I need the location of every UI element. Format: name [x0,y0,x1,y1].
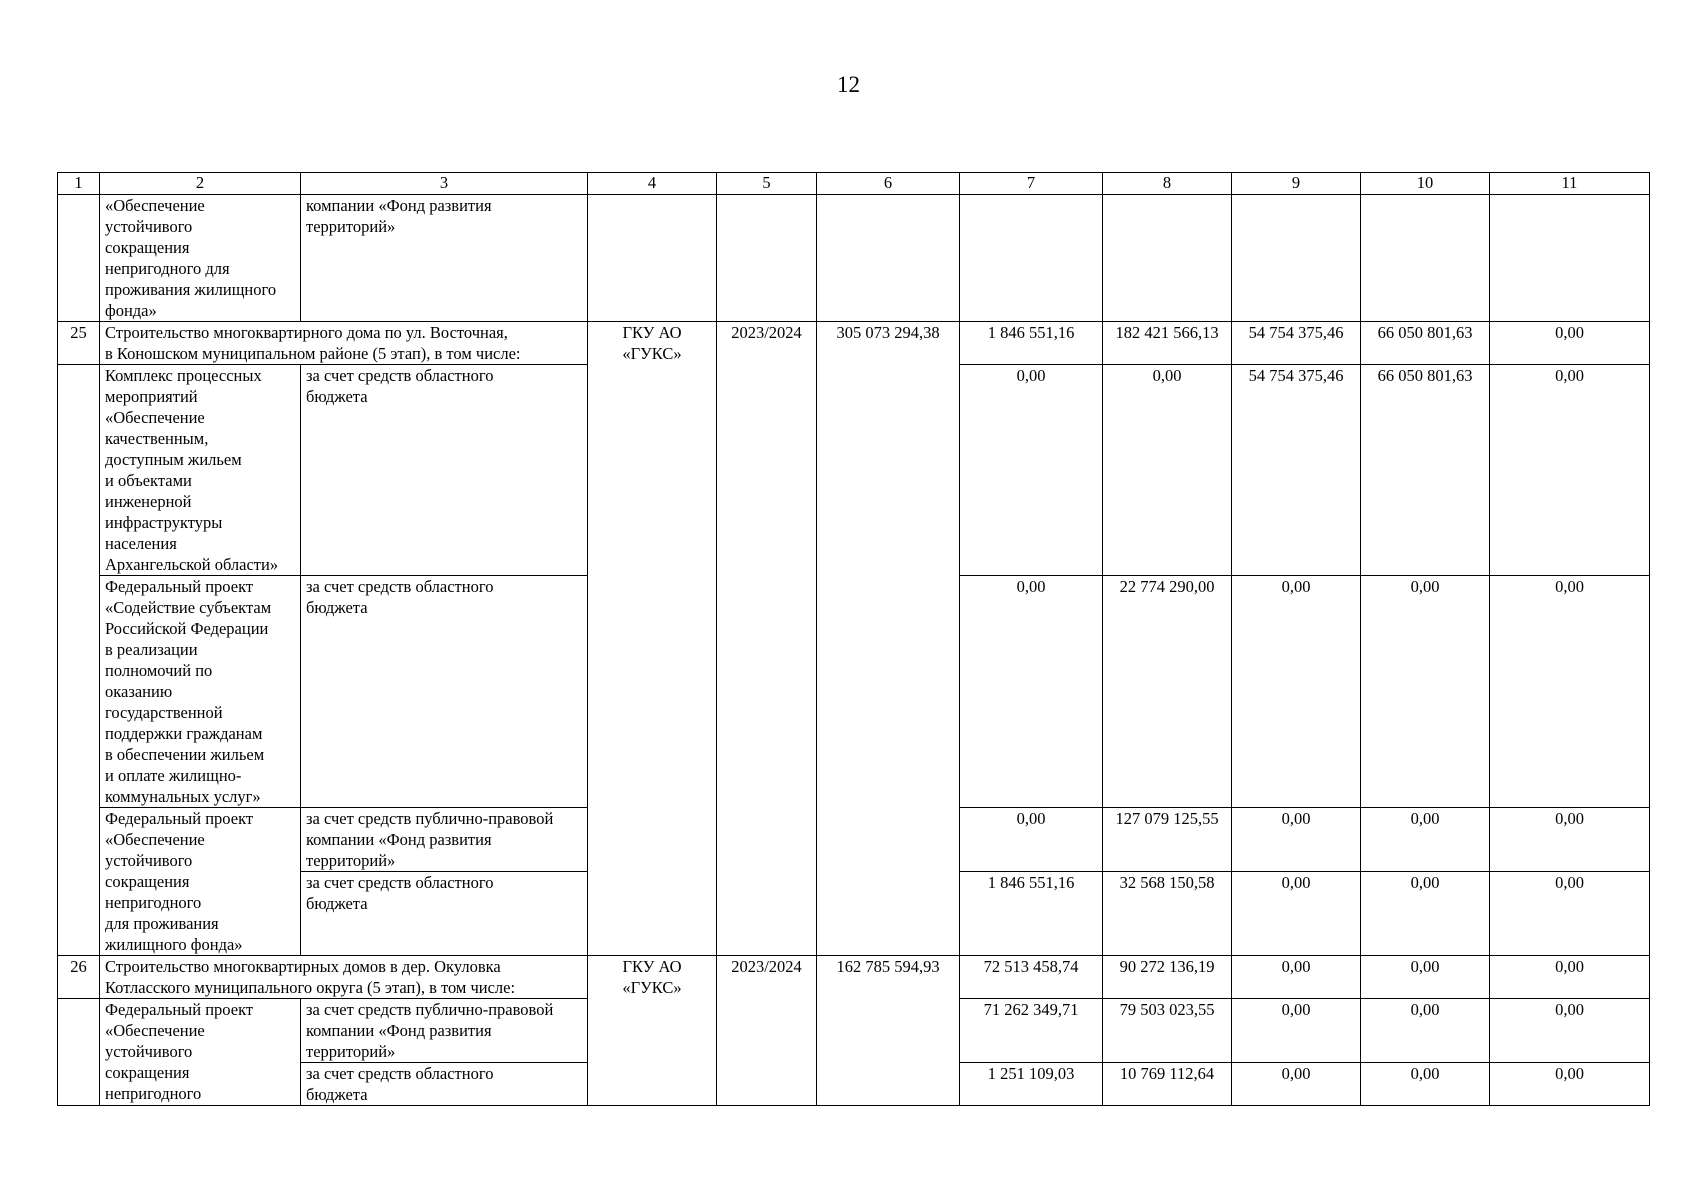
amount-cell: 182 421 566,13 [1103,322,1232,365]
amount-cell: 79 503 023,55 [1103,999,1232,1063]
amount-cell: 0,00 [1232,956,1361,999]
amount-cell: 0,00 [1232,872,1361,956]
col-header: 10 [1361,173,1490,195]
amount-cell: 0,00 [1232,999,1361,1063]
amount-cell: 127 079 125,55 [1103,808,1232,872]
period-cell: 2023/2024 [717,322,817,956]
table-row [58,195,1650,322]
col-header: 8 [1103,173,1232,195]
project-name-cell: «Обеспечение устойчивого сокращения непригодного для проживания жилищного фонда» [100,195,301,322]
period-cell: 2023/2024 [717,956,817,1106]
amount-cell: 54 754 375,46 [1232,322,1361,365]
row-number-cell: 26 [58,956,100,999]
amount-cell: 0,00 [1490,322,1650,365]
amount-cell: 0,00 [1361,872,1490,956]
table-cell [1361,195,1490,322]
amount-cell: 1 846 551,16 [960,322,1103,365]
program-table [57,172,1650,1106]
amount-cell: 0,00 [1361,808,1490,872]
table-cell [1490,195,1650,322]
funding-source-cell: за счет средств областного бюджета [301,1063,588,1106]
amount-cell: 66 050 801,63 [1361,322,1490,365]
col-header: 11 [1490,173,1650,195]
row-number-cell: 25 [58,322,100,365]
amount-cell: 0,00 [960,808,1103,872]
amount-cell: 54 754 375,46 [1232,365,1361,576]
table-cell [960,195,1103,322]
funding-source-cell: за счет средств публично-правовой компании «Фонд развития территорий» [301,999,588,1063]
customer-cell: ГКУ АО «ГУКС» [588,956,717,1106]
amount-cell: 0,00 [1490,999,1650,1063]
col-header: 9 [1232,173,1361,195]
col-header: 7 [960,173,1103,195]
amount-cell: 0,00 [960,365,1103,576]
amount-cell: 0,00 [1490,365,1650,576]
amount-cell: 0,00 [1361,956,1490,999]
amount-cell: 0,00 [1361,999,1490,1063]
table-row [58,956,1650,999]
amount-cell: 22 774 290,00 [1103,576,1232,808]
col-header: 4 [588,173,717,195]
col-header: 6 [817,173,960,195]
amount-cell: 66 050 801,63 [1361,365,1490,576]
table-cell [58,999,100,1106]
table-row [58,322,1650,365]
amount-cell: 0,00 [1490,1063,1650,1106]
project-name-cell: Комплекс процессных мероприятий «Обеспечение качественным, доступным жильем и объектами инженерной инфраструктуры населения Архангельской области» [100,365,301,576]
amount-cell: 1 251 109,03 [960,1063,1103,1106]
amount-cell: 0,00 [1232,808,1361,872]
amount-cell: 0,00 [960,576,1103,808]
amount-cell: 0,00 [1103,365,1232,576]
table-cell [1103,195,1232,322]
funding-source-cell: за счет средств областного бюджета [301,872,588,956]
page-number: 12 [837,72,860,97]
table-cell [717,195,817,322]
funding-source-cell: за счет средств публично-правовой компании «Фонд развития территорий» [301,808,588,872]
object-title-cell: Строительство многоквартирных домов в дер. Окуловка Котласского муниципального округа (5 этап), в том числе: [100,956,588,999]
funding-source-cell: за счет средств областного бюджета [301,576,588,808]
cost-cell: 305 073 294,38 [817,322,960,956]
amount-cell: 90 272 136,19 [1103,956,1232,999]
project-name-cell: Федеральный проект «Содействие субъектам Российской Федерации в реализации полномочий по оказанию государственной поддержки гражданам в обеспечении жильем и оплате жилищно- коммунальных услуг» [100,576,301,808]
table-cell [58,365,100,956]
amount-cell: 0,00 [1490,808,1650,872]
customer-cell: ГКУ АО «ГУКС» [588,322,717,956]
amount-cell: 1 846 551,16 [960,872,1103,956]
amount-cell: 10 769 112,64 [1103,1063,1232,1106]
column-number-row [58,173,1650,195]
amount-cell: 0,00 [1361,576,1490,808]
amount-cell: 0,00 [1490,956,1650,999]
table-cell [1232,195,1361,322]
col-header: 5 [717,173,817,195]
table-cell [588,195,717,322]
funding-source-cell: за счет средств областного бюджета [301,365,588,576]
amount-cell: 72 513 458,74 [960,956,1103,999]
amount-cell: 32 568 150,58 [1103,872,1232,956]
amount-cell: 0,00 [1232,576,1361,808]
cost-cell: 162 785 594,93 [817,956,960,1106]
amount-cell: 71 262 349,71 [960,999,1103,1063]
amount-cell: 0,00 [1490,872,1650,956]
table-cell [58,195,100,322]
amount-cell: 0,00 [1232,1063,1361,1106]
col-header: 1 [58,173,100,195]
project-name-cell: Федеральный проект «Обеспечение устойчивого сокращения непригодного для проживания жилищного фонда» [100,808,301,956]
col-header: 2 [100,173,301,195]
table-cell [817,195,960,322]
amount-cell: 0,00 [1361,1063,1490,1106]
amount-cell: 0,00 [1490,576,1650,808]
object-title-cell: Строительство многоквартирного дома по ул. Восточная, в Коношском муниципальном районе (5 этап), в том числе: [100,322,588,365]
project-name-cell: Федеральный проект «Обеспечение устойчивого сокращения непригодного [100,999,301,1106]
funding-source-cell: компании «Фонд развития территорий» [301,195,588,322]
col-header: 3 [301,173,588,195]
